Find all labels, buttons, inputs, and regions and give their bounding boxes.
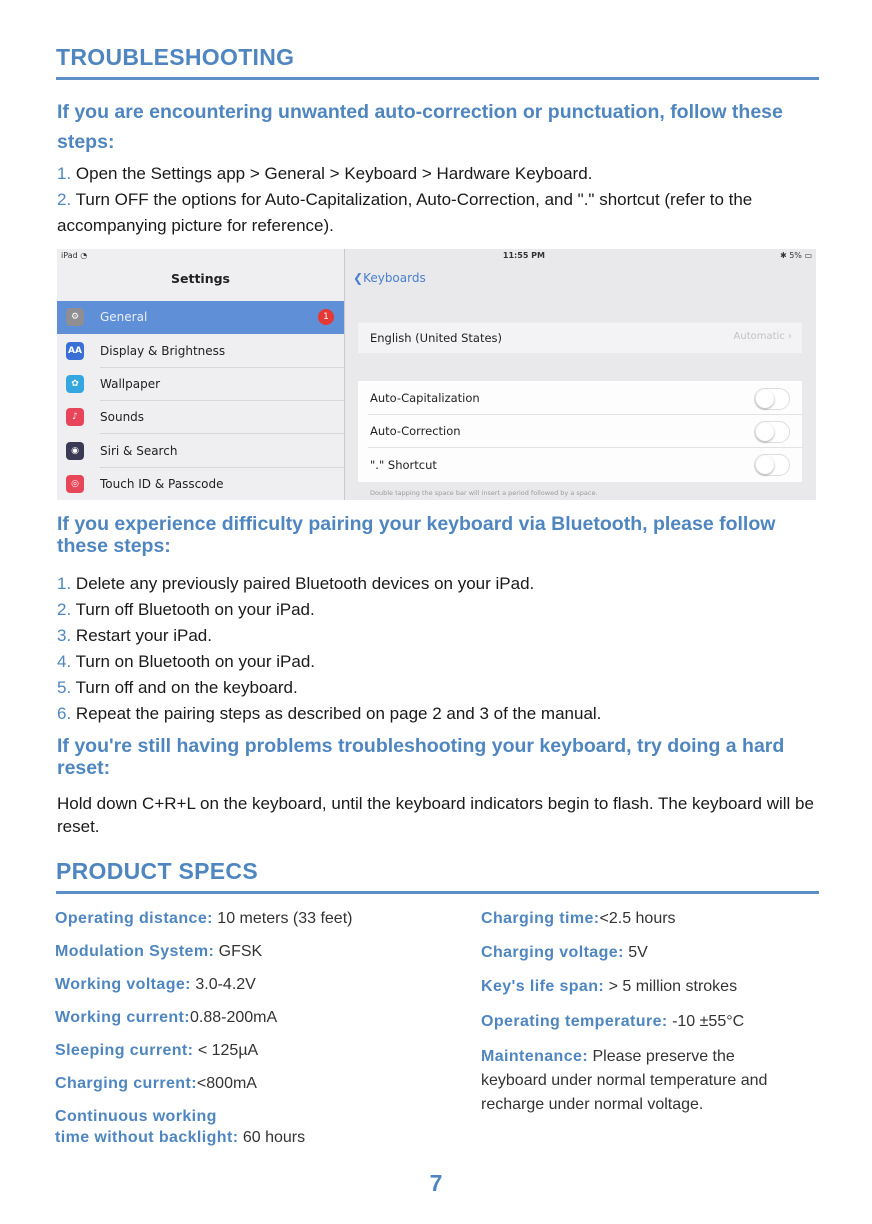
page-number: 7: [429, 1170, 443, 1196]
period-shortcut-label: "." Shortcut: [370, 458, 437, 472]
text-size-icon: AA: [66, 342, 84, 360]
battery-icon: ▭: [804, 251, 812, 260]
list-item: 2. Turn OFF the options for Auto-Capitalization, Auto-Correction, and "." shortcut (refer to the accompanying picture for reference).: [57, 190, 753, 235]
toggle-group: [358, 381, 802, 482]
auto-capitalization-toggle[interactable]: [754, 388, 790, 410]
section-title-specs: PRODUCT SPECS: [56, 858, 258, 884]
spec-sleeping-current: Sleeping current: < 125µA: [55, 1042, 259, 1059]
list-item: 5. Turn off and on the keyboard.: [57, 678, 298, 697]
list-item: 6. Repeat the pairing steps as described on page 2 and 3 of the manual.: [57, 704, 602, 723]
spec-working-current: Working current:0.88-200mA: [55, 1009, 278, 1026]
menu-item-touchid[interactable]: ◎ Touch ID & Passcode: [57, 468, 344, 500]
section-title-troubleshooting: TROUBLESHOOTING: [56, 44, 295, 70]
period-shortcut-toggle[interactable]: [754, 454, 790, 476]
spec-key-life: Key's life span: > 5 million strokes: [481, 978, 738, 995]
auto-correction-toggle[interactable]: [754, 421, 790, 443]
fingerprint-icon: ◎: [66, 475, 84, 493]
list-item: 1. Open the Settings app > General > Keyboard > Hardware Keyboard.: [57, 164, 593, 183]
settings-sidebar: [57, 249, 345, 500]
auto-capitalization-label: Auto-Capitalization: [370, 391, 480, 405]
section-divider: [56, 77, 819, 80]
list-item: 3. Restart your iPad.: [57, 626, 212, 645]
chevron-left-icon: ❮: [353, 271, 364, 285]
gear-icon: ⚙: [66, 308, 84, 326]
list-item: 1. Delete any previously paired Bluetooth devices on your iPad.: [57, 574, 535, 593]
bluetooth-steps: [57, 571, 827, 727]
settings-title: Settings: [170, 271, 230, 286]
spec-modulation: Modulation System: GFSK: [55, 943, 263, 960]
wifi-icon: ◔: [80, 251, 88, 260]
menu-item-sounds[interactable]: ♪ Sounds: [57, 401, 344, 434]
notification-badge: 1: [318, 309, 334, 325]
flower-icon: ✿: [66, 375, 84, 393]
spec-operating-temperature: Operating temperature: -10 ±55°C: [481, 1013, 745, 1030]
spec-charging-current: Charging current:<800mA: [55, 1075, 257, 1092]
spec-working-voltage: Working voltage: 3.0-4.2V: [55, 976, 256, 993]
bluetooth-icon: ✱: [779, 251, 787, 260]
list-item: 2. Turn off Bluetooth on your iPad.: [57, 600, 315, 619]
reset-heading: If you're still having problems troubleshooting your keyboard, try doing a hard reset:: [57, 735, 785, 779]
settings-screenshot: [57, 249, 816, 500]
shortcut-hint: Double tapping the space bar will insert a period followed by a space.: [370, 489, 598, 497]
menu-item-siri[interactable]: ◉ Siri & Search: [57, 435, 344, 468]
menu-item-wallpaper[interactable]: ✿ Wallpaper: [57, 368, 344, 401]
status-device: iPad ◔: [61, 251, 88, 260]
spec-charging-voltage: Charging voltage: 5V: [481, 944, 648, 961]
spec-continuous-working: Continuous working time without backlight: 60 hours: [55, 1108, 306, 1146]
list-item: 4. Turn on Bluetooth on your iPad.: [57, 652, 316, 671]
status-time: 11:55 PM: [502, 251, 545, 260]
menu-item-general[interactable]: ⚙ General 1: [57, 301, 344, 334]
language-row[interactable]: English (United States) Automatic ›: [358, 323, 802, 353]
keyboards-panel: [345, 249, 816, 500]
bluetooth-heading: If you experience difficulty pairing your keyboard via Bluetooth, please follow these steps:: [57, 513, 776, 557]
spec-maintenance: Maintenance: Please preserve the keyboard under normal temperature and recharge under normal voltage.: [481, 1048, 768, 1113]
speaker-icon: ♪: [66, 408, 84, 426]
auto-correction-label: Auto-Correction: [370, 424, 461, 438]
siri-icon: ◉: [66, 442, 84, 460]
back-button[interactable]: ❮Keyboards: [353, 271, 426, 285]
autocorrect-heading: If you are encountering unwanted auto-correction or punctuation, follow these steps:: [57, 101, 783, 153]
spec-charging-time: Charging time:<2.5 hours: [481, 910, 676, 927]
battery-indicator: ✱ 5% ▭: [779, 251, 812, 260]
reset-text: Hold down C+R+L on the keyboard, until the keyboard indicators begin to flash. The keyboard will be reset.: [57, 794, 814, 836]
autocorrect-steps: [57, 161, 827, 239]
language-value: Automatic ›: [733, 331, 792, 342]
menu-item-display[interactable]: AA Display & Brightness: [57, 335, 344, 368]
spec-operating-distance: Operating distance: 10 meters (33 feet): [55, 910, 353, 927]
section-divider: [56, 891, 819, 894]
